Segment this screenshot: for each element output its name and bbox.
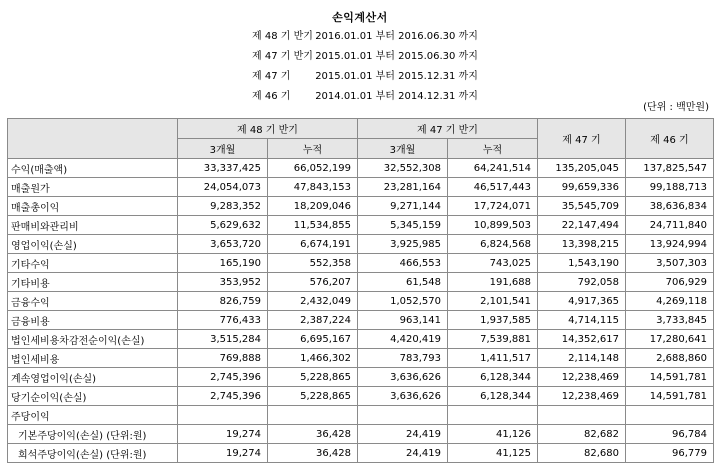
- table-row: [8, 216, 714, 235]
- row-label: 영업이익(손실): [8, 235, 178, 254]
- value-cell: 552,358: [268, 254, 358, 273]
- row-label: 수익(매출액): [8, 159, 178, 178]
- value-cell: 61,548: [358, 273, 448, 292]
- value-cell: 4,714,115: [538, 311, 626, 330]
- row-label: 법인세비용: [8, 349, 178, 368]
- period-label: 제 47 기 반기: [252, 51, 313, 62]
- value-cell: 66,052,199: [268, 159, 358, 178]
- value-cell: 1,466,302: [268, 349, 358, 368]
- value-cell: 576,207: [268, 273, 358, 292]
- row-label: 기본주당이익(손실) (단위:원): [8, 425, 178, 444]
- row-label: 금융수익: [8, 292, 178, 311]
- row-label: 매출총이익: [8, 197, 178, 216]
- value-cell: 6,128,344: [448, 387, 538, 406]
- period-range: 2015.01.01 부터 2015.06.30 까지: [315, 51, 478, 62]
- value-cell: 2,688,860: [626, 349, 714, 368]
- header-cumulative: 누적: [448, 139, 538, 159]
- value-cell: 191,688: [448, 273, 538, 292]
- value-cell: 2,114,148: [538, 349, 626, 368]
- value-cell: 13,398,215: [538, 235, 626, 254]
- value-cell: 38,636,834: [626, 197, 714, 216]
- header-row-1: [8, 119, 714, 139]
- value-cell: 706,929: [626, 273, 714, 292]
- value-cell: 1,052,570: [358, 292, 448, 311]
- value-cell: 826,759: [178, 292, 268, 311]
- value-cell: 41,126: [448, 425, 538, 444]
- value-cell: 776,433: [178, 311, 268, 330]
- value-cell: 33,337,425: [178, 159, 268, 178]
- value-cell: 32,552,308: [358, 159, 448, 178]
- value-cell: 4,420,419: [358, 330, 448, 349]
- value-cell: 14,591,781: [626, 387, 714, 406]
- value-cell: 1,411,517: [448, 349, 538, 368]
- table-row: [8, 444, 714, 463]
- value-cell: 96,779: [626, 444, 714, 463]
- row-label: 계속영업이익(손실): [8, 368, 178, 387]
- table-row: [8, 330, 714, 349]
- period-row: [252, 27, 478, 47]
- value-cell: 7,539,881: [448, 330, 538, 349]
- value-cell: 10,899,503: [448, 216, 538, 235]
- period-row: [252, 47, 478, 67]
- value-cell: 3,515,284: [178, 330, 268, 349]
- period-label: 제 48 기 반기: [252, 31, 313, 42]
- value-cell: 165,190: [178, 254, 268, 273]
- value-cell: 3,636,626: [358, 387, 448, 406]
- value-cell: 47,843,153: [268, 178, 358, 197]
- value-cell: 2,101,541: [448, 292, 538, 311]
- value-cell: 5,228,865: [268, 387, 358, 406]
- table-row: [8, 159, 714, 178]
- value-cell: 41,125: [448, 444, 538, 463]
- header-period-48-half: 제 48 기 반기: [178, 119, 358, 139]
- value-cell: 46,517,443: [448, 178, 538, 197]
- value-cell: [268, 406, 358, 425]
- unit-note: (단위 : 백만원): [643, 102, 709, 113]
- period-range: 2015.01.01 부터 2015.12.31 까지: [315, 71, 478, 82]
- value-cell: 135,205,045: [538, 159, 626, 178]
- value-cell: 2,432,049: [268, 292, 358, 311]
- value-cell: 6,695,167: [268, 330, 358, 349]
- table-row: [8, 292, 714, 311]
- value-cell: [448, 406, 538, 425]
- value-cell: 3,653,720: [178, 235, 268, 254]
- value-cell: 82,682: [538, 425, 626, 444]
- value-cell: 18,209,046: [268, 197, 358, 216]
- table-row: [8, 368, 714, 387]
- value-cell: 2,745,396: [178, 387, 268, 406]
- value-cell: 36,428: [268, 444, 358, 463]
- value-cell: 5,345,159: [358, 216, 448, 235]
- value-cell: 9,271,144: [358, 197, 448, 216]
- value-cell: 24,054,073: [178, 178, 268, 197]
- value-cell: 36,428: [268, 425, 358, 444]
- period-list: [252, 27, 478, 107]
- value-cell: 17,724,071: [448, 197, 538, 216]
- period-label: 제 46 기: [252, 91, 291, 102]
- table-row: [8, 387, 714, 406]
- value-cell: [178, 406, 268, 425]
- value-cell: 5,228,865: [268, 368, 358, 387]
- income-statement-table: [7, 118, 714, 463]
- header-item: [8, 119, 178, 159]
- row-label: 매출원가: [8, 178, 178, 197]
- period-row: [252, 67, 478, 87]
- value-cell: 64,241,514: [448, 159, 538, 178]
- row-label: 당기순이익(손실): [8, 387, 178, 406]
- document-title: 손익계산서: [332, 11, 388, 24]
- value-cell: 82,680: [538, 444, 626, 463]
- value-cell: 769,888: [178, 349, 268, 368]
- value-cell: [626, 406, 714, 425]
- row-label: 판매비와관리비: [8, 216, 178, 235]
- table-row: [8, 349, 714, 368]
- value-cell: 9,283,352: [178, 197, 268, 216]
- row-label: 주당이익: [8, 406, 178, 425]
- value-cell: 14,591,781: [626, 368, 714, 387]
- value-cell: 19,274: [178, 444, 268, 463]
- value-cell: 13,924,994: [626, 235, 714, 254]
- table-row: [8, 178, 714, 197]
- value-cell: 17,280,641: [626, 330, 714, 349]
- value-cell: 783,793: [358, 349, 448, 368]
- value-cell: 19,274: [178, 425, 268, 444]
- value-cell: 24,419: [358, 425, 448, 444]
- value-cell: 792,058: [538, 273, 626, 292]
- value-cell: 23,281,164: [358, 178, 448, 197]
- value-cell: [538, 406, 626, 425]
- header-cumulative: 누적: [268, 139, 358, 159]
- header-period-47: 제 47 기: [538, 119, 626, 159]
- table-row: [8, 254, 714, 273]
- header-period-47-half: 제 47 기 반기: [358, 119, 538, 139]
- value-cell: 6,128,344: [448, 368, 538, 387]
- period-range: 2016.01.01 부터 2016.06.30 까지: [315, 31, 478, 42]
- value-cell: 99,188,713: [626, 178, 714, 197]
- value-cell: 35,545,709: [538, 197, 626, 216]
- value-cell: 963,141: [358, 311, 448, 330]
- value-cell: 4,269,118: [626, 292, 714, 311]
- row-label: 금융비용: [8, 311, 178, 330]
- row-label: 법인세비용차감전순이익(손실): [8, 330, 178, 349]
- value-cell: 11,534,855: [268, 216, 358, 235]
- value-cell: 1,937,585: [448, 311, 538, 330]
- period-label: 제 47 기: [252, 71, 291, 82]
- row-label: 희석주당이익(손실) (단위:원): [8, 444, 178, 463]
- value-cell: 12,238,469: [538, 368, 626, 387]
- row-label: 기타수익: [8, 254, 178, 273]
- value-cell: 3,925,985: [358, 235, 448, 254]
- header-3months: 3개월: [358, 139, 448, 159]
- value-cell: 5,629,632: [178, 216, 268, 235]
- value-cell: 3,636,626: [358, 368, 448, 387]
- value-cell: 466,553: [358, 254, 448, 273]
- value-cell: 24,711,840: [626, 216, 714, 235]
- table-row: [8, 273, 714, 292]
- value-cell: 6,674,191: [268, 235, 358, 254]
- value-cell: 2,745,396: [178, 368, 268, 387]
- value-cell: 353,952: [178, 273, 268, 292]
- table-row: [8, 425, 714, 444]
- row-label: 기타비용: [8, 273, 178, 292]
- header-3months: 3개월: [178, 139, 268, 159]
- header-period-46: 제 46 기: [626, 119, 714, 159]
- value-cell: 96,784: [626, 425, 714, 444]
- value-cell: 3,733,845: [626, 311, 714, 330]
- table-row: [8, 311, 714, 330]
- table-row: [8, 406, 714, 425]
- period-range: 2014.01.01 부터 2014.12.31 까지: [315, 91, 478, 102]
- value-cell: 137,825,547: [626, 159, 714, 178]
- value-cell: 743,025: [448, 254, 538, 273]
- table-row: [8, 197, 714, 216]
- value-cell: 14,352,617: [538, 330, 626, 349]
- value-cell: 2,387,224: [268, 311, 358, 330]
- value-cell: 22,147,494: [538, 216, 626, 235]
- value-cell: 12,238,469: [538, 387, 626, 406]
- table-row: [8, 235, 714, 254]
- value-cell: 3,507,303: [626, 254, 714, 273]
- value-cell: 24,419: [358, 444, 448, 463]
- value-cell: [358, 406, 448, 425]
- value-cell: 1,543,190: [538, 254, 626, 273]
- value-cell: 6,824,568: [448, 235, 538, 254]
- value-cell: 99,659,336: [538, 178, 626, 197]
- period-row: [252, 87, 478, 107]
- value-cell: 4,917,365: [538, 292, 626, 311]
